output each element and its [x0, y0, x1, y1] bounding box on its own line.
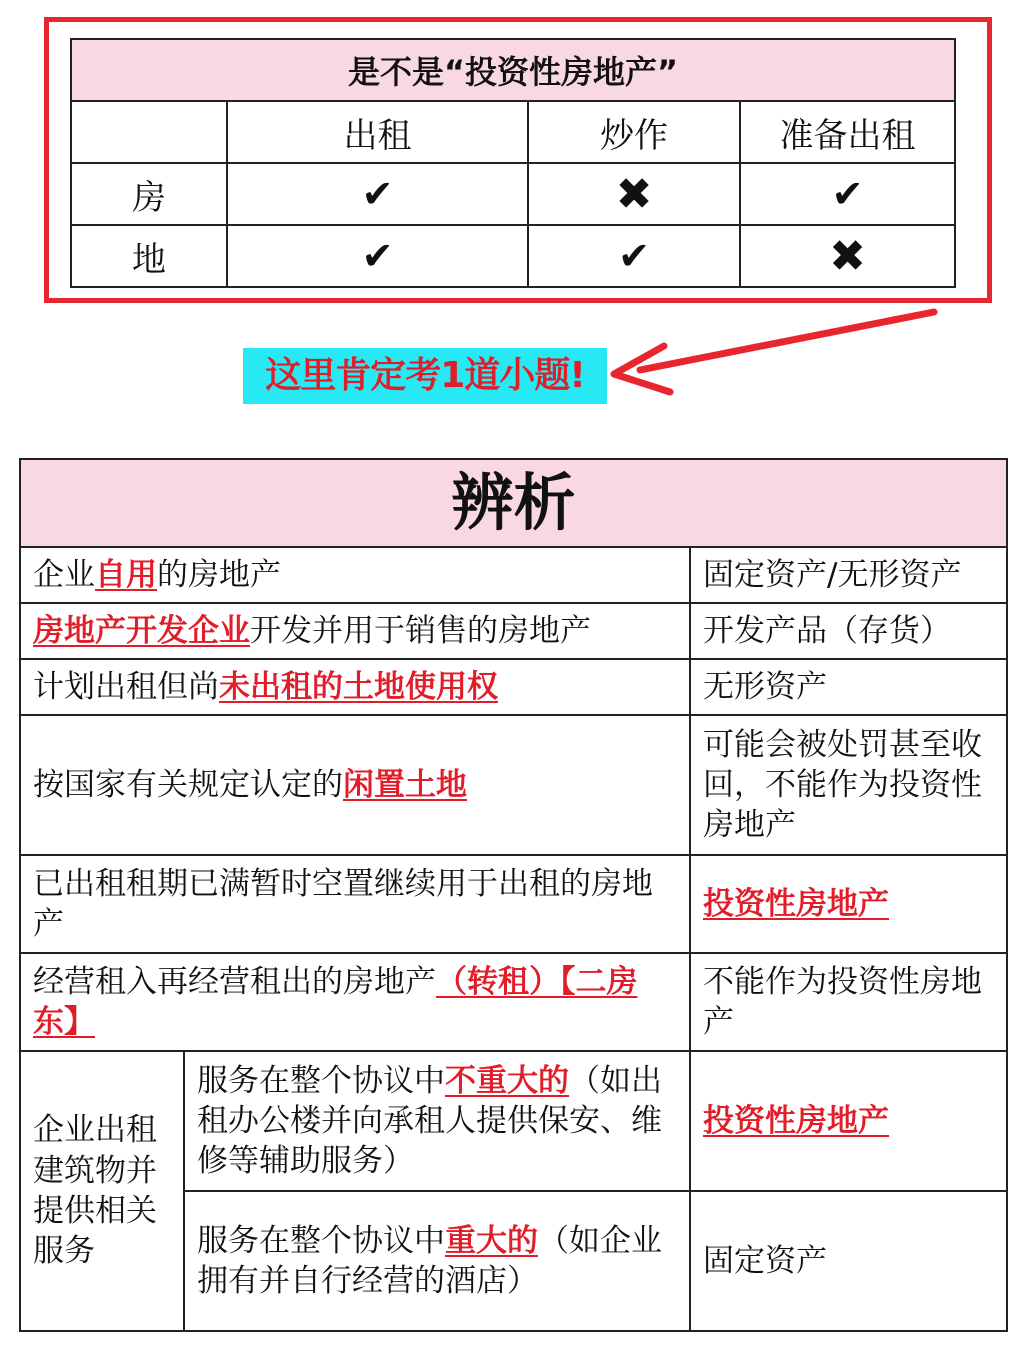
row-description: 房地产开发企业开发并用于销售的房地产 — [20, 603, 690, 659]
row-description: 服务在整个协议中不重大的（如出租办公楼并向承租人提供保安、维修等辅助服务） — [184, 1051, 690, 1191]
table-row — [20, 547, 1007, 603]
row-result: 不能作为投资性房地产 — [690, 953, 1007, 1051]
row-result: 固定资产 — [690, 1191, 1007, 1331]
row-result: 可能会被处罚甚至收回，不能作为投资性房地产 — [690, 715, 1007, 855]
comparison-title: 是不是“投资性房地产” — [71, 39, 955, 101]
table-row — [20, 659, 1007, 715]
analysis-title: 辨析 — [20, 459, 1007, 547]
col-header-rent: 出租 — [227, 101, 528, 163]
row-result: 无形资产 — [690, 659, 1007, 715]
check-icon: ✔ — [227, 225, 528, 287]
row-label-building: 房 — [71, 163, 227, 225]
row-description: 企业自用的房地产 — [20, 547, 690, 603]
analysis-table — [19, 458, 1008, 1332]
col-header-plan-rent: 准备出租 — [740, 101, 955, 163]
row-label-land: 地 — [71, 225, 227, 287]
corner-cell — [71, 101, 227, 163]
col-header-speculate: 炒作 — [528, 101, 740, 163]
table-row — [20, 715, 1007, 855]
row-result: 开发产品（存货） — [690, 603, 1007, 659]
check-icon: ✔ — [227, 163, 528, 225]
cross-icon: ✖ — [740, 225, 955, 287]
arrow-icon — [600, 300, 940, 400]
cross-icon: ✖ — [528, 163, 740, 225]
table-row — [20, 855, 1007, 953]
row-result: 投资性房地产 — [690, 855, 1007, 953]
row-description: 已出租租期已满暂时空置继续用于出租的房地产 — [20, 855, 690, 953]
group-label: 企业出租建筑物并提供相关服务 — [20, 1051, 184, 1331]
row-result: 投资性房地产 — [690, 1051, 1007, 1191]
comparison-table — [70, 38, 956, 288]
row-description: 计划出租但尚未出租的土地使用权 — [20, 659, 690, 715]
row-result: 固定资产/无形资产 — [690, 547, 1007, 603]
table-row — [20, 953, 1007, 1051]
row-description: 经营租入再经营租出的房地产（转租）【二房东】 — [20, 953, 690, 1051]
row-description: 服务在整个协议中重大的（如企业拥有并自行经营的酒店） — [184, 1191, 690, 1331]
check-icon: ✔ — [528, 225, 740, 287]
row-description: 按国家有关规定认定的闲置土地 — [20, 715, 690, 855]
table-row — [20, 1051, 1007, 1191]
table-row — [20, 603, 1007, 659]
check-icon: ✔ — [740, 163, 955, 225]
exam-callout: 这里肯定考1道小题! — [243, 348, 607, 404]
